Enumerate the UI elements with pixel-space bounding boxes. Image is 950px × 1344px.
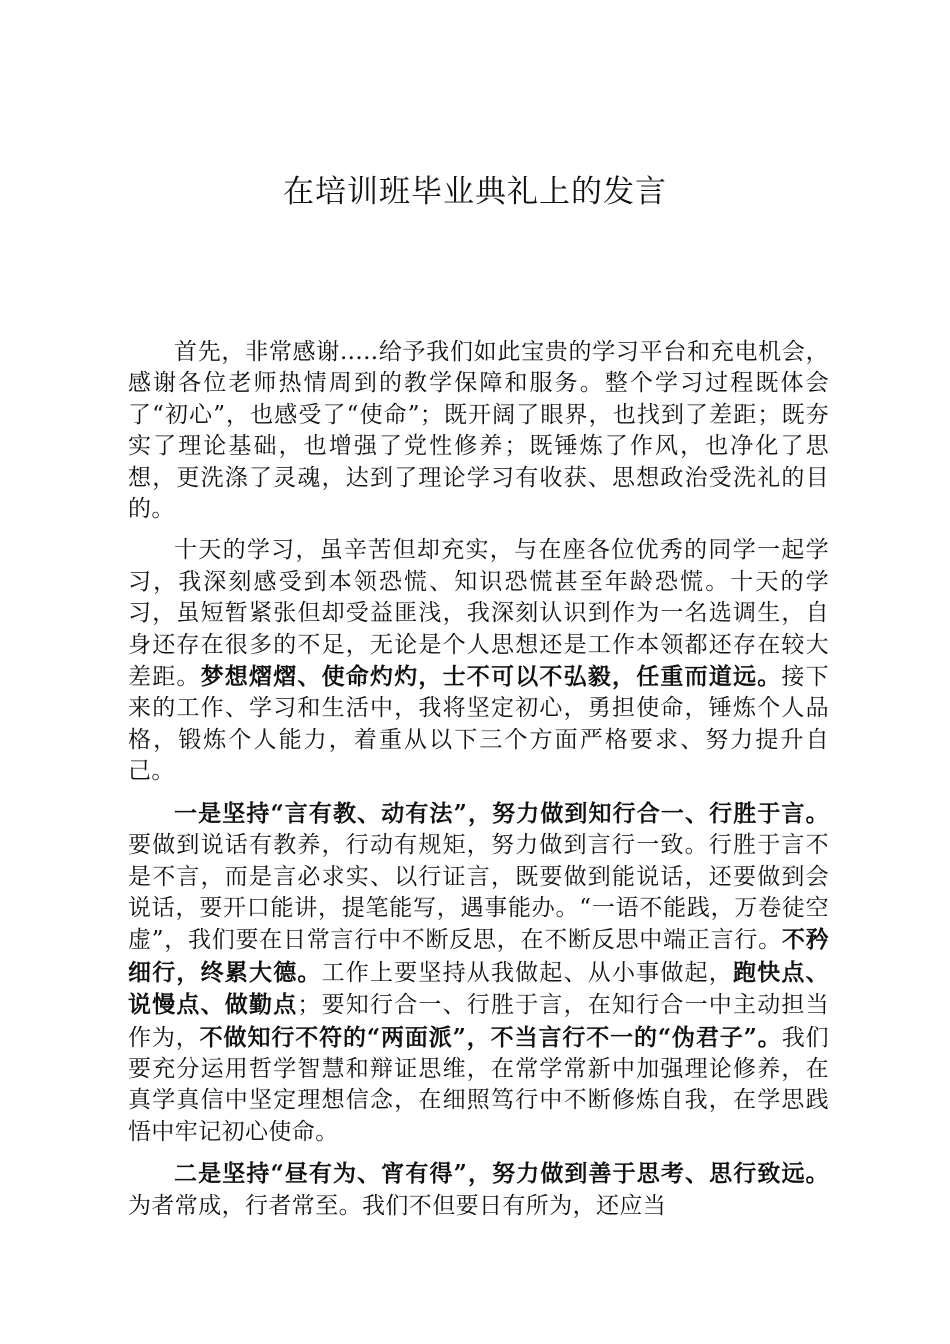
paragraph-text: 工作上要坚持从我做起、从小事做起， xyxy=(321,959,733,986)
paragraph-text: 接下来的工作、学习和生活中，我将坚定初心，勇担使命，锤炼个人品格，锻炼个人能力，着重从以下三个方面严格要求、努力提升自己。 xyxy=(128,664,829,785)
section-heading: 一是坚持“言有教、动有法”，努力做到知行合一、行胜于言。 xyxy=(174,799,829,827)
paragraph-text: 为者常成，行者常至。我们不但要日有所为，还应当 xyxy=(128,1192,667,1219)
emphasis-text: 跑快点、说慢点、做勤点 xyxy=(128,958,829,1019)
paragraph-ten-days xyxy=(128,535,829,787)
emphasis-text: 梦想熠熠、使命灼灼，士不可以不弘毅，任重而道远。 xyxy=(200,663,782,691)
paragraph-point-two xyxy=(128,1158,829,1222)
section-heading: 二是坚持“昼有为、宵有得”，努力做到善于思考、思行致远。 xyxy=(174,1160,829,1188)
paragraph-text: 十天的学习，虽辛苦但却充实，与在座各位优秀的同学一起学习，我深刻感受到本领恐慌、知识恐慌甚至年龄恐慌。十天的学习，虽短暂紧张但却受益匪浅，我深刻认识到作为一名选调生，自身还存在很多的不足，无论是个人思想还是工作本领都还存在较大差距。 xyxy=(128,537,829,691)
document-title: 在培训班毕业典礼上的发言 xyxy=(283,174,667,210)
paragraph-point-one xyxy=(128,798,829,1148)
paragraph-text: 要做到说话有教养，行动有规矩，努力做到言行一致。行胜于言不是不言，而是言必求实、以行证言，既要做到能说话，还要做到会说话，要开口能讲，提笔能写，遇事能办。“一语不能践，万卷徒空虚”，我们要在日常言行中不断反思，在不断反思中端正言行。 xyxy=(128,832,829,954)
emphasis-text: 不做知行不符的“两面派”，不当言行不一的“伪君子”。 xyxy=(199,1023,782,1051)
paragraph-text: 首先，非常感谢.....给予我们如此宝贵的学习平台和充电机会，感谢各位老师热情周到的教学保障和服务。整个学习过程既体会了“初心”，也感受了“使命”；既开阔了眼界，也找到了差距；既夯实了理论基础，也增强了党性修养；既锤炼了作风，也净化了思想，更洗涤了灵魂，达到了理论学习有收获、思想政治受洗礼的目的。 xyxy=(128,339,829,523)
paragraph-intro xyxy=(128,337,829,525)
paragraph-text: 我们要充分运用哲学智慧和辩证思维，在常学常新中加强理论修养，在真学真信中坚定理想信念，在细照笃行中不断修炼自我，在学思践悟中牢记初心使命。 xyxy=(128,1024,829,1145)
paragraph-text: ；要知行合一、行胜于言，在知行合一中主动担当作为， xyxy=(128,992,829,1051)
document-body xyxy=(128,337,829,1232)
emphasis-text: 不矜细行，终累大德。 xyxy=(128,926,829,986)
